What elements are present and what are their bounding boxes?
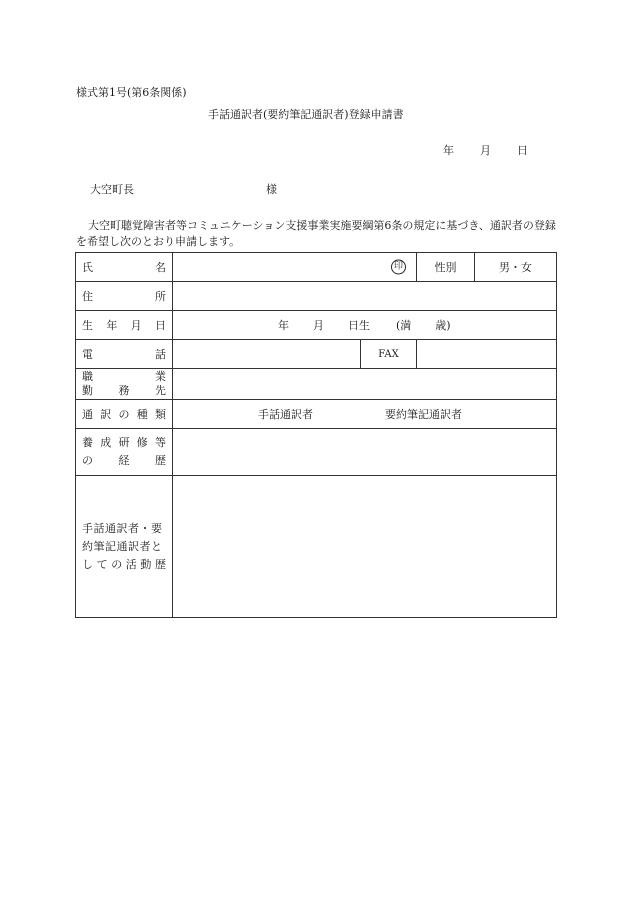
activity-row: [76, 476, 557, 618]
label-char: 話: [155, 348, 166, 361]
birthdate-field[interactable]: [173, 311, 557, 340]
fax-field[interactable]: [417, 340, 557, 369]
label-char: の: [118, 408, 130, 421]
address-field[interactable]: [173, 282, 557, 311]
address-label: [76, 282, 173, 311]
phone-field[interactable]: [173, 340, 361, 369]
label-char: 動: [140, 557, 152, 571]
body-text-content: 大空町聴覚障害者等コミュニケーション支援事業実施要綱第6条の規定に基づき、通訳者の登録を希望し次のとおり申請します。: [76, 219, 556, 248]
birth-month-unit: 月: [313, 319, 324, 332]
option-summary-writing[interactable]: 要約筆記通訳者: [385, 408, 462, 421]
application-table-body: [75, 252, 557, 618]
occupation-row: [76, 369, 557, 400]
birth-day-unit: 日生: [348, 319, 370, 332]
birthdate-row: [76, 311, 557, 340]
address-row: [76, 282, 557, 311]
label-char: 訳: [100, 408, 112, 421]
form-title: 手話通訳者(要約筆記通訳者)登録申請書: [208, 108, 404, 121]
age-unit: 歳): [435, 319, 451, 332]
label-char: 歴: [155, 454, 166, 467]
label-char: 務: [118, 384, 130, 397]
label-char: 活: [125, 557, 137, 571]
interp-type-label: [76, 400, 173, 429]
label-char: 日: [154, 319, 166, 332]
date-month: 月: [480, 144, 491, 157]
training-field[interactable]: [173, 429, 557, 476]
fax-label: FAX: [361, 340, 417, 369]
training-row: [76, 429, 557, 476]
occupation-field[interactable]: [173, 369, 557, 400]
date-line: [443, 142, 528, 158]
option-sign-language[interactable]: 手話通訳者: [258, 408, 313, 421]
date-day: 日: [517, 144, 528, 157]
activity-label-line2: 約筆記通訳者と: [82, 539, 163, 553]
label-char: 種: [136, 408, 148, 421]
phone-row: [76, 340, 557, 369]
name-row: [76, 253, 557, 282]
label-char: 所: [155, 290, 166, 303]
addressee-name: 大空町長: [90, 183, 134, 196]
label-char: 通: [82, 408, 93, 421]
label-char: て: [96, 557, 108, 571]
label-char: 勤: [82, 384, 93, 397]
label-char: 等: [155, 436, 166, 449]
body-text: [76, 218, 556, 250]
label-char: 養: [82, 436, 93, 449]
label-char: 類: [155, 408, 166, 421]
training-label: [76, 429, 173, 476]
label-char: の: [82, 454, 93, 467]
addressee-honorific: 様: [266, 183, 277, 196]
occupation-label: [76, 369, 173, 400]
label-char: 研: [118, 436, 130, 449]
activity-field[interactable]: [173, 476, 557, 618]
age-open: (満: [396, 319, 412, 332]
date-year: 年: [443, 144, 454, 157]
label-char: 経: [118, 454, 130, 467]
gender-label: 性別: [417, 253, 475, 282]
birth-year-unit: 年: [278, 319, 289, 332]
interp-type-field[interactable]: [173, 400, 557, 429]
birthdate-label: [76, 311, 173, 340]
phone-label: [76, 340, 173, 369]
activity-label: [76, 476, 173, 618]
label-char: 住: [82, 290, 93, 303]
label-char: 業: [155, 370, 166, 383]
seal-icon: 印: [391, 260, 406, 275]
label-char: し: [82, 557, 93, 571]
form-number: 様式第1号(第6条関係): [76, 86, 187, 99]
name-label: [76, 253, 173, 282]
label-char: 修: [136, 436, 148, 449]
label-char: 月: [130, 319, 142, 332]
name-field[interactable]: [173, 253, 417, 282]
label-char: 名: [155, 261, 166, 274]
gender-options[interactable]: 男・女: [475, 253, 557, 282]
activity-label-line1: 手話通訳者・要: [82, 521, 163, 535]
label-char: 年: [106, 319, 118, 332]
label-char: の: [111, 557, 123, 571]
label-char: 電: [82, 348, 93, 361]
label-char: 職: [82, 370, 93, 383]
label-char: 先: [155, 384, 166, 397]
label-char: 成: [100, 436, 112, 449]
interp-type-row: [76, 400, 557, 429]
label-char: 歴: [154, 557, 166, 571]
label-char: 生: [82, 319, 93, 332]
label-char: 氏: [82, 261, 93, 274]
